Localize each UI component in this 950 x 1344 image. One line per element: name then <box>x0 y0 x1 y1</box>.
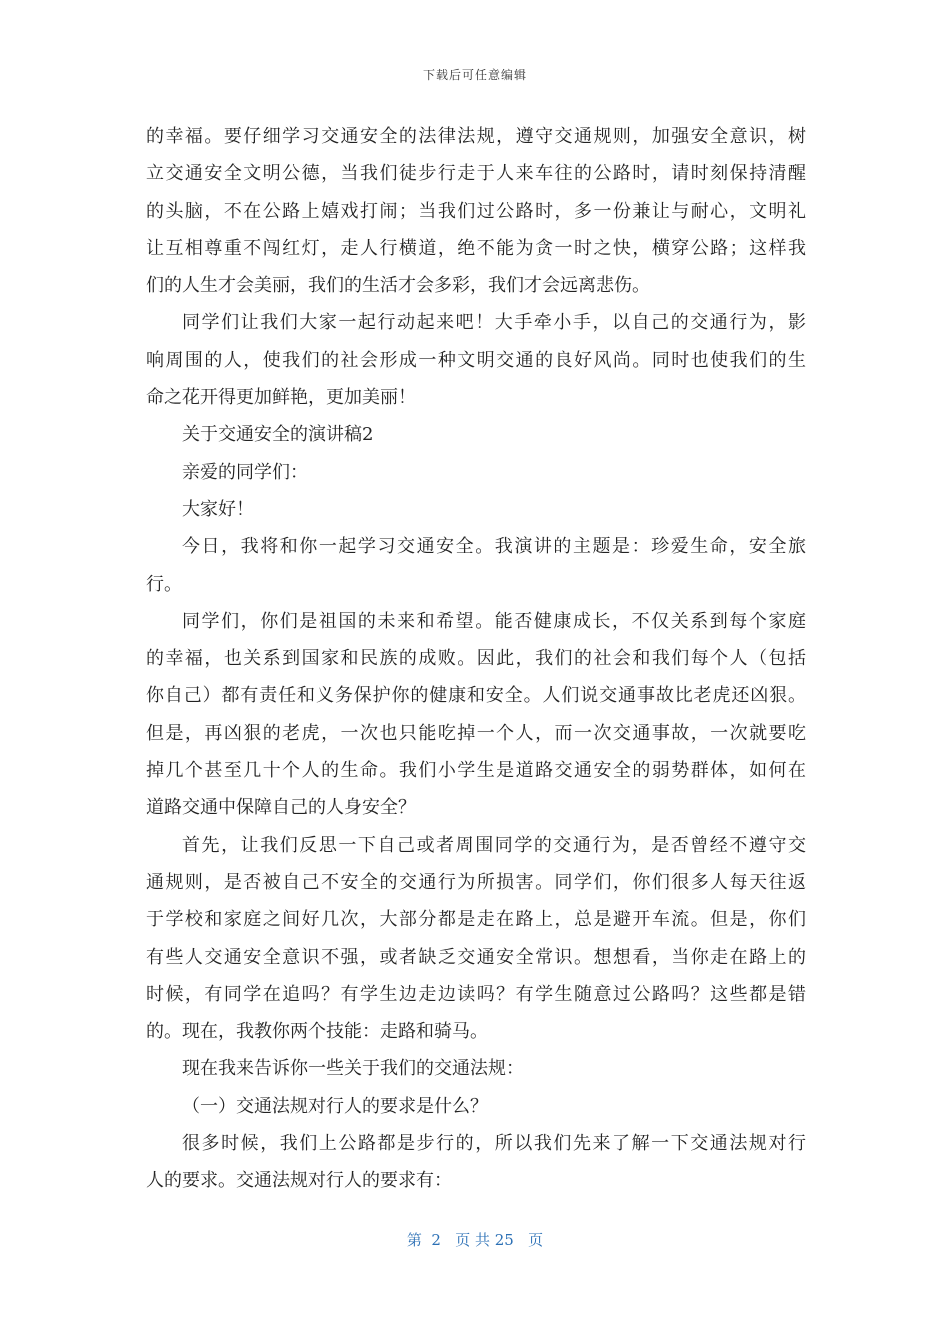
text-line: 的。现在，我教你两个技能：走路和骑马。 <box>146 1021 488 1043</box>
text-line: 有些人交通安全意识不强，或者缺乏交通安全常识。想想看，当你走在路上的 <box>146 946 806 968</box>
text-line: 但是，再凶狠的老虎，一次也只能吃掉一个人，而一次交通事故，一次就要吃 <box>146 722 806 744</box>
text-line: 关于交通安全的演讲稿2 <box>182 424 374 446</box>
text-line: 你自己）都有责任和义务保护你的健康和安全。人们说交通事故比老虎还凶狠。 <box>146 685 806 707</box>
text-line: 同学们，你们是祖国的未来和希望。能否健康成长，不仅关系到每个家庭 <box>182 610 806 632</box>
document-body <box>146 118 806 1200</box>
text-line: 行。 <box>146 573 182 595</box>
text-line: 大家好！ <box>182 498 254 520</box>
text-line: 响周围的人，使我们的社会形成一种文明交通的良好风尚。同时也使我们的生 <box>146 349 806 371</box>
text-line: 今日，我将和你一起学习交通安全。我演讲的主题是：珍爱生命，安全旅 <box>182 536 806 558</box>
text-line: （一）交通法规对行人的要求是什么？ <box>182 1095 488 1117</box>
text-line: 们的人生才会美丽，我们的生活才会多彩，我们才会远离悲伤。 <box>146 275 650 297</box>
text-line: 人的要求。交通法规对行人的要求有： <box>146 1170 452 1192</box>
text-line: 命之花开得更加鲜艳，更加美丽！ <box>146 387 416 409</box>
page-header: 下载后可任意编辑 <box>422 68 527 82</box>
text-line: 让互相尊重不闯红灯，走人行横道，绝不能为贪一时之快，横穿公路；这样我 <box>146 237 806 259</box>
text-line: 的幸福。要仔细学习交通安全的法律法规，遵守交通规则，加强安全意识，树 <box>146 126 806 147</box>
text-line: 于学校和家庭之间好几次，大部分都是走在路上，总是避开车流。但是，你们 <box>146 909 806 931</box>
text-line: 的头脑，不在公路上嬉戏打闹；当我们过公路时，多一份兼让与耐心，文明礼 <box>146 200 806 222</box>
text-line: 立交通安全文明公德，当我们徒步行走于人来车往的公路时，请时刻保持清醒 <box>146 163 806 185</box>
text-line: 的幸福，也关系到国家和民族的成败。因此，我们的社会和我们每个人（包括 <box>146 648 806 670</box>
text-line: 时候，有同学在追吗？有学生边走边读吗？有学生随意过公路吗？这些都是错 <box>146 983 806 1005</box>
text-line: 道路交通中保障自己的人身安全？ <box>146 797 416 819</box>
text-line: 现在我来告诉你一些关于我们的交通法规： <box>182 1058 524 1080</box>
text-line: 同学们让我们大家一起行动起来吧！大手牵小手，以自己的交通行为，影 <box>182 312 806 334</box>
page-footer: 第 2 页 共 25 页 <box>406 1231 544 1249</box>
text-line: 通规则，是否被自己不安全的交通行为所损害。同学们，你们很多人每天往返 <box>146 871 806 893</box>
text-line: 亲爱的同学们： <box>182 461 308 483</box>
text-line: 很多时候，我们上公路都是步行的，所以我们先来了解一下交通法规对行 <box>182 1133 806 1155</box>
text-line: 掉几个甚至几十个人的生命。我们小学生是道路交通安全的弱势群体，如何在 <box>146 760 806 782</box>
text-line: 首先，让我们反思一下自己或者周围同学的交通行为，是否曾经不遵守交 <box>182 834 806 856</box>
